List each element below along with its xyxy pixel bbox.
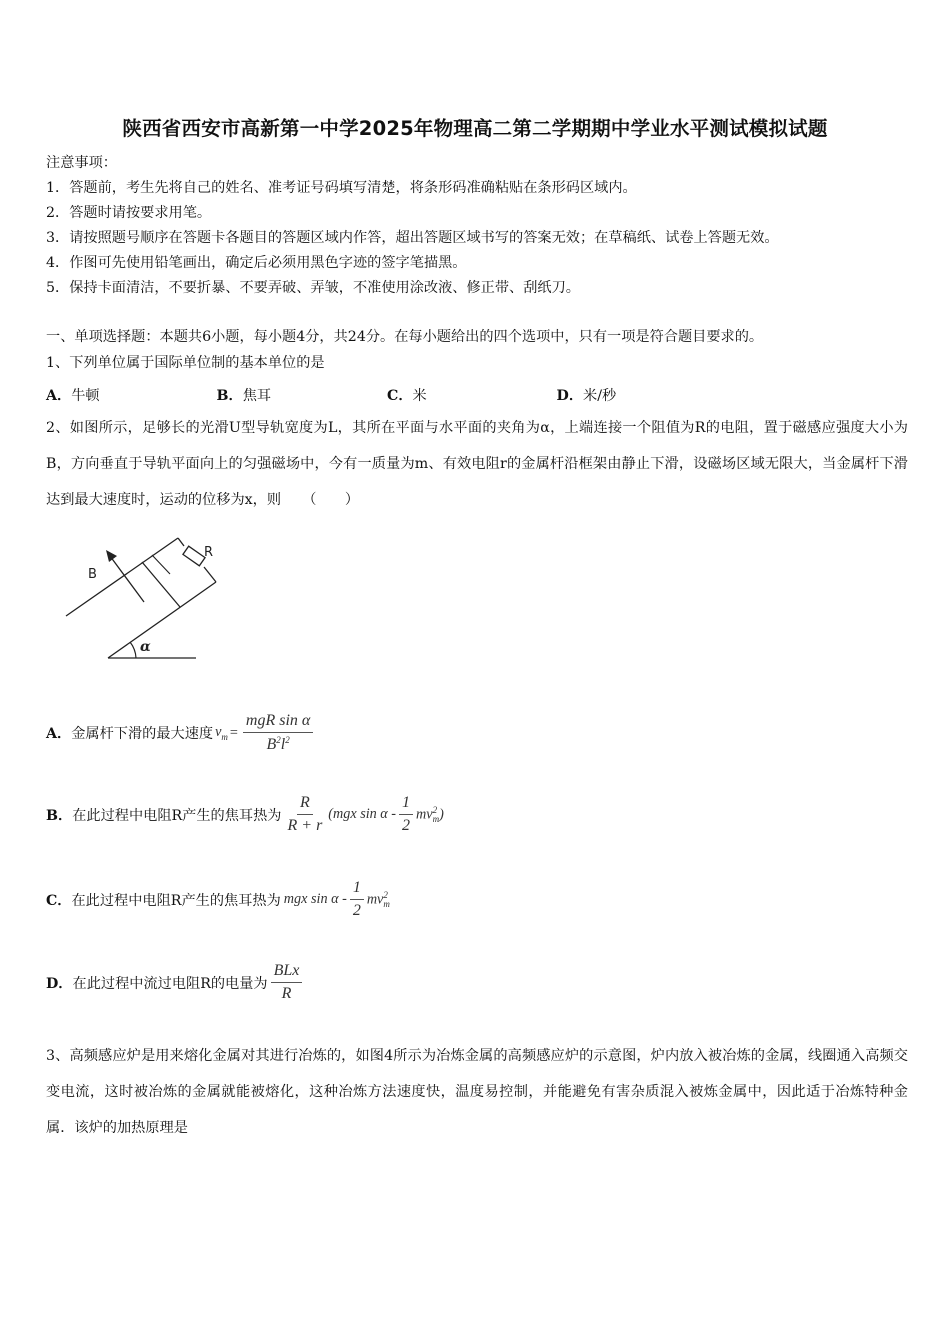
question-2-option-b: B． 在此过程中电阻R产生的焦耳热为 $\frac{R}{R + r}$ (mgx sin α - $\frac{1}{2}$ mv 2 m ) bbox=[46, 794, 444, 834]
rail-top-left bbox=[178, 538, 184, 546]
label-alpha: α bbox=[140, 639, 151, 655]
question-3-stem: 3、高频感应炉是用来熔化金属对其进行冶炼的，如图4所示为冶炼金属的高频感应炉的示意图，炉内放入被冶炼的金属，线圈通入高频交变电流，这时被冶炼的金属就能被熔化，这种冶炼方法速度快，温度易控制，并能避免有害杂质混入被炼金属中，因此适于冶炼特种金属．该炉的加热原理是 bbox=[46, 1048, 908, 1136]
resistor-icon bbox=[183, 546, 205, 566]
notice-item: 1．答题前，考生先将自己的姓名、准考证号码填写清楚，将条形码准确粘贴在条形码区域内。 bbox=[46, 180, 637, 196]
max-speed-fraction: $\frac{\text{mgR sin α}}{B^2l^2}$ bbox=[243, 712, 313, 754]
section-heading: 一、单项选择题：本题共6小题，每小题4分，共24分。在每小题给出的四个选项中，只有一项是符合题目要求的。 bbox=[46, 329, 764, 345]
field-arrow-head-icon bbox=[106, 550, 117, 562]
half-fraction: $\frac{1}{2}$ bbox=[399, 794, 413, 835]
ratio-fraction: $\frac{R}{R + r}$ bbox=[287, 794, 323, 834]
notice-item: 4．作图可先使用铅笔画出，确定后必须用黑色字迹的签字笔描黑。 bbox=[46, 255, 467, 271]
question-2-option-c: C． 在此过程中电阻R产生的焦耳热为 mgx sin α - $\frac{1}{2}$ mv 2 m bbox=[46, 879, 390, 919]
option-b: B．焦耳 bbox=[216, 388, 272, 404]
question-2-stem: 2、如图所示，足够长的光滑U型导轨宽度为L，其所在平面与水平面的夹角为α，上端连接一个阻值为R的电阻，置于磁感应强度大小为B，方向垂直于导轨平面向上的匀强磁场中，今有一质量为m、有效电阻r的金属杆沿框架由静止下滑，设磁场区域无限大，当金属杆下滑达到最大速度时，运动的位移为x，则 （ ） bbox=[46, 420, 908, 508]
rail-lower bbox=[66, 538, 178, 616]
option-a: A．牛顿 bbox=[46, 388, 100, 404]
half-fraction: $\frac{1}{2}$ bbox=[350, 879, 364, 920]
notice-item: 5．保持卡面清洁，不要折暴、不要弄破、弄皱，不准使用涂改液、修正带、刮纸刀。 bbox=[46, 280, 580, 296]
option-c: C．米 bbox=[387, 388, 427, 404]
notice-heading: 注意事项： bbox=[46, 155, 117, 171]
charge-fraction: $\frac{\text{BLx}}{R}$ bbox=[271, 962, 303, 1003]
rail-upper bbox=[108, 582, 216, 658]
metal-rod bbox=[142, 562, 180, 607]
question-2-option-d: D． 在此过程中流过电阻R的电量为 $\frac{\text{BLx}}{R}$ bbox=[46, 962, 305, 1003]
notice-item: 3．请按照题号顺序在答题卡各题目的答题区域内作答，超出答题区域书写的答案无效；在草稿纸、试卷上答题无效。 bbox=[46, 230, 779, 246]
rail-top-right bbox=[204, 567, 216, 582]
notice-item: 2．答题时请按要求用笔。 bbox=[46, 205, 212, 221]
page-title: 陕西省西安市高新第一中学2025年物理高二第二学期期中学业水平测试模拟试题 bbox=[122, 117, 828, 140]
question-1-options bbox=[46, 385, 616, 405]
incline-rail-figure bbox=[60, 534, 220, 664]
question-2-option-a: A． 金属杆下滑的最大速度 $v_m$ = $\frac{\text{mgR sin α}}{B^2l^2}$ bbox=[46, 712, 316, 754]
label-b: B bbox=[88, 567, 97, 582]
question-1-stem: 1、下列单位属于国际单位制的基本单位的是 bbox=[46, 355, 325, 371]
label-r: R bbox=[204, 545, 214, 560]
option-d: D．米/秒 bbox=[556, 388, 617, 404]
angle-arc bbox=[130, 642, 136, 658]
metal-rod-inner bbox=[152, 555, 170, 574]
field-arrow bbox=[110, 556, 144, 602]
